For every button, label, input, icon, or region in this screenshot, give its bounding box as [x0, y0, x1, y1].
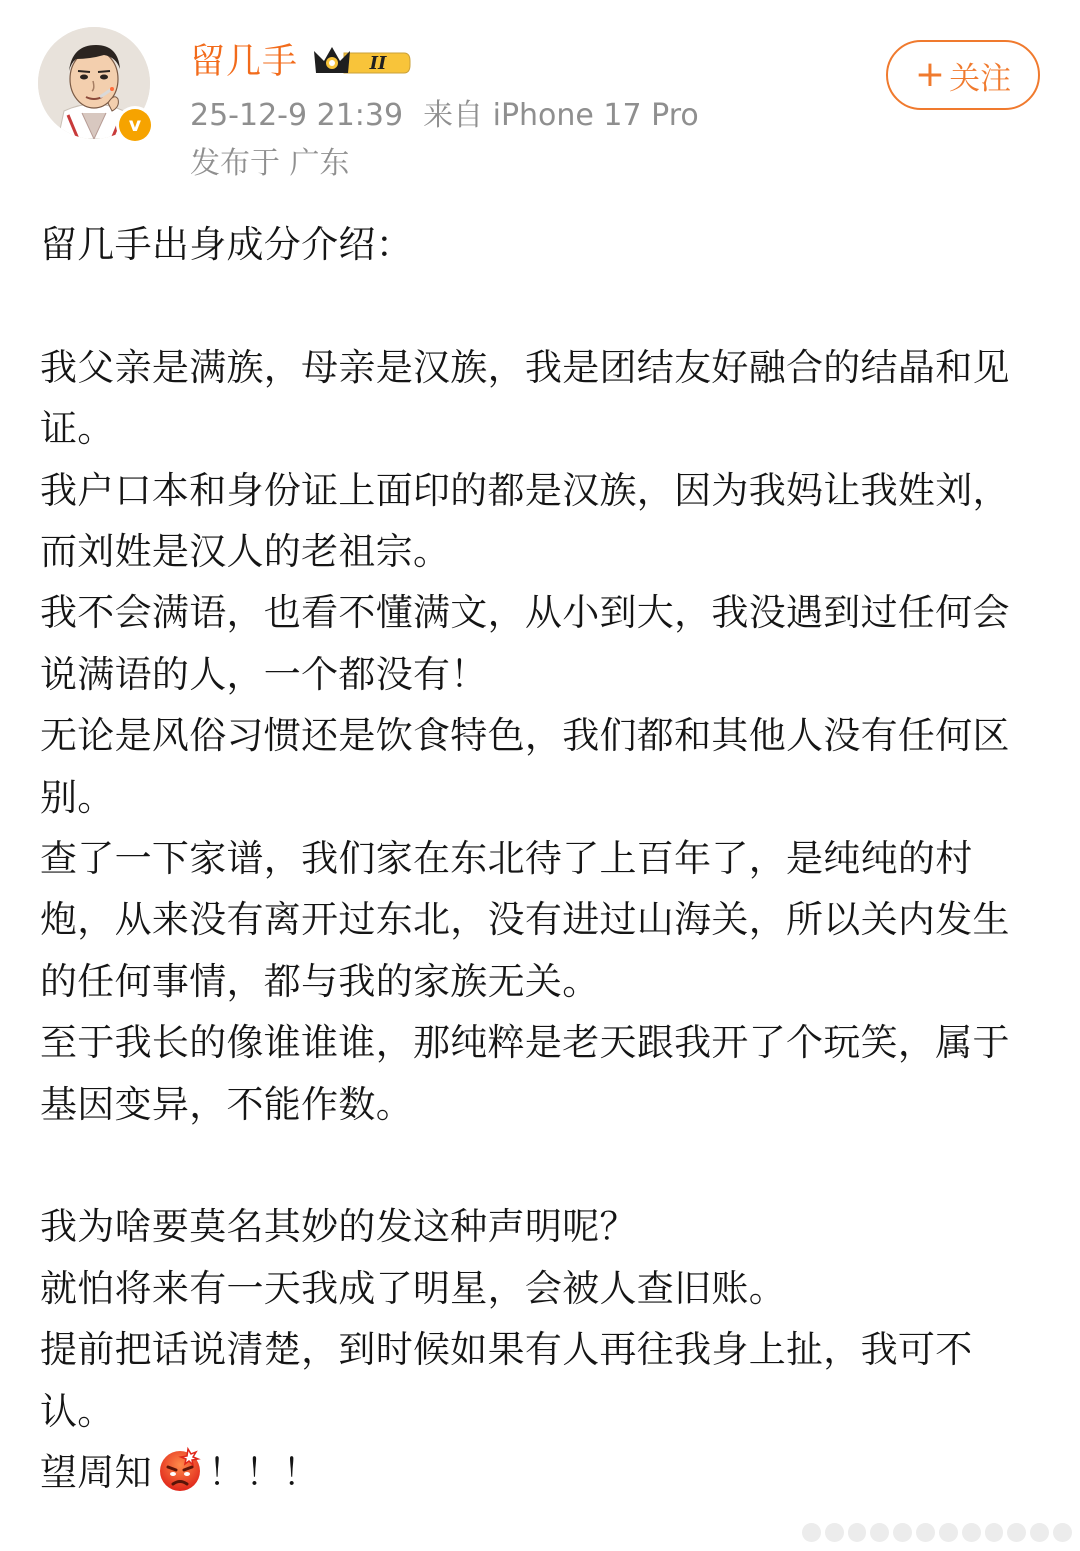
post-location: 发布于 广东: [190, 146, 350, 181]
post-line: 我不会满语，也看不懂满文，从小到大，我没遇到过任何会说满语的人，一个都没有！: [40, 591, 1010, 696]
angry-face-emoji-icon: [156, 1445, 204, 1493]
post-line: 至于我长的像谁谁谁，那纯粹是老天跟我开了个玩笑，属于基因变异，不能作数。: [40, 1021, 1010, 1126]
verified-mark: v: [119, 109, 151, 141]
post-line: 就怕将来有一天我成了明星，会被人查旧账。: [40, 1266, 786, 1310]
author-name[interactable]: 留几手: [190, 41, 299, 82]
level-badge-text: II: [369, 53, 387, 74]
post-title-line: 留几手出身成分介绍：: [40, 223, 413, 266]
post-line: 我父亲是满族，母亲是汉族，我是团结友好融合的结晶和见证。: [40, 345, 1010, 451]
post-header: [0, 0, 1080, 200]
post-source: 来自 iPhone 17 Pro: [423, 98, 699, 133]
post-line: 我为啥要莫名其妙的发这种声明呢？: [40, 1205, 637, 1249]
post-line: 查了一下家谱，我们家在东北待了上百年了，是纯纯的村炮，从来没有离开过东北，没有进过山海关，所以关内发生的任何事情，都与我的家族无关。: [40, 837, 1010, 1003]
post-line: 我户口本和身份证上面印的都是汉族，因为我妈让我姓刘，而刘姓是汉人的老祖宗。: [40, 468, 1010, 574]
crown-level-icon[interactable]: [312, 43, 414, 81]
paragraph-gap: [40, 1135, 1040, 1196]
post-content: [40, 214, 1040, 1504]
follow-button[interactable]: [886, 40, 1040, 110]
post-closing-line: [40, 1442, 1040, 1503]
plus-icon: +: [914, 54, 946, 95]
watermark-dots: [802, 1518, 1072, 1546]
closing-text: 望周知: [40, 1451, 152, 1495]
paragraph-gap: [40, 275, 1040, 336]
post-timestamp: 25-12-9 21:39: [190, 98, 404, 133]
closing-exclamations: ！！！: [207, 1451, 320, 1495]
follow-button-label: 关注: [949, 60, 1012, 97]
verified-badge-icon: [116, 106, 154, 144]
post-meta: [190, 96, 699, 136]
username-row: [190, 36, 414, 88]
post-line: 提前把话说清楚，到时候如果有人再往我身上扯，我可不认。: [40, 1328, 973, 1433]
post-line: 无论是风俗习惯还是饮食特色，我们都和其他人没有任何区别。: [40, 714, 1010, 819]
